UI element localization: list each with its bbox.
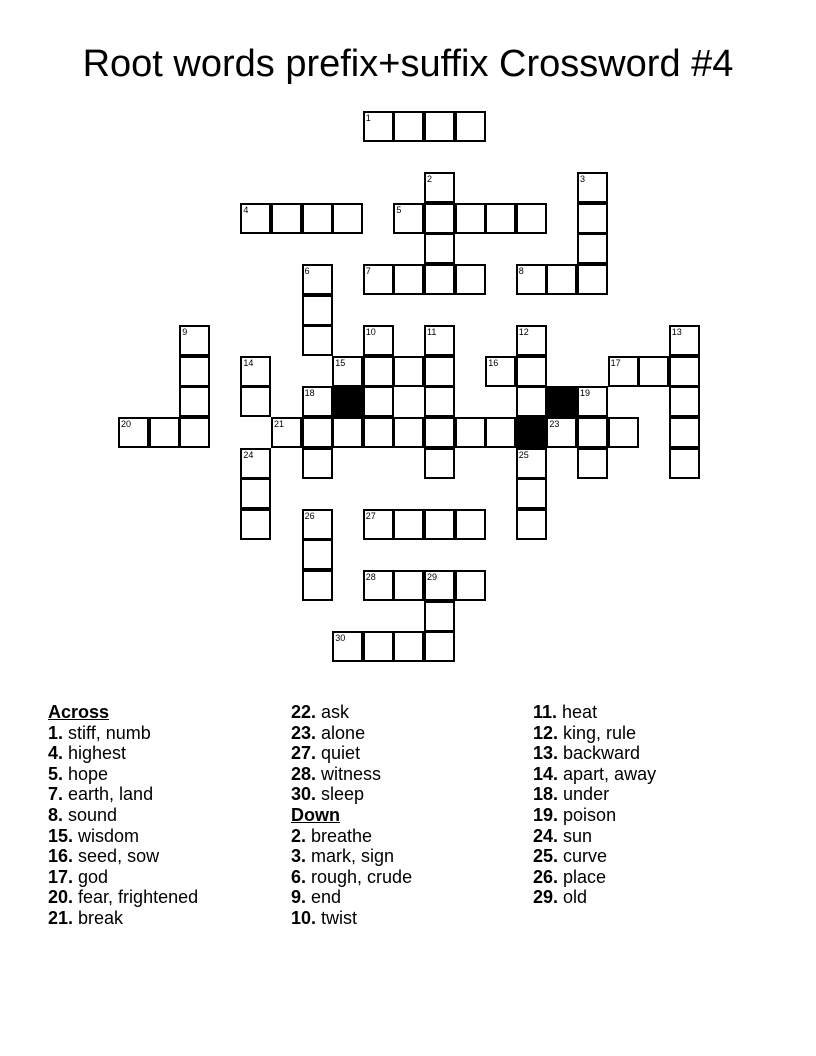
grid-cell[interactable]: [302, 264, 333, 295]
grid-cell[interactable]: [302, 539, 333, 570]
clue-down-10: 10. twist: [291, 907, 358, 928]
clue-across-15: 15. wisdom: [48, 825, 140, 846]
clue-across-8: 8. sound: [48, 804, 118, 825]
grid-cell[interactable]: [332, 417, 363, 448]
grid-cell[interactable]: [577, 386, 608, 417]
grid-cell[interactable]: [393, 356, 424, 387]
cell-number: 2: [427, 174, 433, 185]
cell-number: 16: [488, 357, 499, 368]
clue-down-19: 19. poison: [533, 804, 617, 825]
black-square: [546, 386, 577, 417]
clue-down-14: 14. apart, away: [533, 763, 657, 784]
grid-cell[interactable]: [424, 448, 455, 479]
grid-cell[interactable]: [393, 203, 424, 234]
clue-across-16: 16. seed, sow: [48, 846, 160, 867]
grid-cell[interactable]: [669, 417, 700, 448]
grid-cell[interactable]: [455, 417, 486, 448]
cell-number: 30: [335, 633, 346, 644]
grid-cell[interactable]: [240, 448, 271, 479]
cell-number: 19: [580, 388, 591, 399]
grid-cell[interactable]: [516, 386, 547, 417]
grid-cell[interactable]: [179, 386, 210, 417]
grid-cell[interactable]: [669, 448, 700, 479]
clue-across-22: 22. ask: [291, 702, 350, 722]
grid-cell[interactable]: [577, 417, 608, 448]
grid-cell[interactable]: [577, 448, 608, 479]
grid-cell[interactable]: [424, 264, 455, 295]
grid-cell[interactable]: [424, 233, 455, 264]
cell-number: 9: [182, 327, 188, 338]
across-header: Across: [48, 702, 110, 722]
cell-number: 18: [304, 388, 315, 399]
clue-down-2: 2. breathe: [291, 825, 373, 846]
grid-cell[interactable]: [240, 386, 271, 417]
cell-number: 26: [304, 510, 315, 521]
clue-down-26: 26. place: [533, 866, 607, 887]
grid-cell[interactable]: [455, 509, 486, 540]
clue-down-25: 25. curve: [533, 846, 608, 867]
grid-cell[interactable]: [669, 325, 700, 356]
grid-cell[interactable]: [424, 356, 455, 387]
grid-cell[interactable]: [546, 417, 577, 448]
clue-across-20: 20. fear, frightened: [48, 887, 199, 908]
cell-number: 20: [121, 419, 132, 429]
clue-down-24: 24. sun: [533, 825, 593, 846]
grid-cell[interactable]: [455, 264, 486, 295]
cell-number: 3: [580, 174, 586, 185]
grid-cell[interactable]: [424, 631, 455, 662]
grid-cell[interactable]: [302, 570, 333, 601]
clue-down-12: 12. king, rule: [533, 722, 637, 743]
grid-cell[interactable]: [363, 631, 394, 662]
clue-down-18: 18. under: [533, 784, 610, 805]
grid-cell[interactable]: [363, 509, 394, 540]
black-square: [516, 417, 547, 448]
grid-cell[interactable]: [669, 386, 700, 417]
cell-number: 27: [365, 510, 376, 521]
grid-cell[interactable]: [332, 356, 363, 387]
grid-cell[interactable]: [577, 172, 608, 203]
clue-across-30: 30. sleep: [291, 784, 365, 805]
cell-number: 25: [518, 449, 529, 460]
grid-cell[interactable]: [363, 386, 394, 417]
grid-cell[interactable]: [424, 386, 455, 417]
grid-cell[interactable]: [179, 417, 210, 448]
grid-cell[interactable]: [332, 631, 363, 662]
clue-across-28: 28. witness: [291, 763, 382, 784]
grid-cell[interactable]: [240, 509, 271, 540]
grid-cell[interactable]: [393, 570, 424, 601]
cell-number: 17: [610, 357, 621, 368]
grid-cell[interactable]: [424, 325, 455, 356]
grid-cell[interactable]: [424, 417, 455, 448]
grid-cell[interactable]: [516, 203, 547, 234]
cell-number: 7: [365, 266, 371, 276]
grid-cell[interactable]: [424, 509, 455, 540]
clue-down-6: 6. rough, crude: [291, 866, 413, 887]
cell-number: 21: [274, 419, 285, 429]
down-header: Down: [291, 804, 340, 825]
grid-cell[interactable]: [363, 356, 394, 387]
grid-cell[interactable]: [363, 111, 394, 142]
clue-column-2: [291, 702, 412, 929]
grid-cell[interactable]: [271, 203, 302, 234]
clue-down-11: 11. heat: [533, 702, 598, 722]
grid-cell[interactable]: [363, 264, 394, 295]
clue-across-27: 27. quiet: [291, 743, 361, 764]
grid-cell[interactable]: [393, 631, 424, 662]
grid-cell[interactable]: [577, 203, 608, 234]
cell-number: 11: [427, 327, 437, 338]
black-square: [332, 386, 363, 417]
cell-number: 8: [518, 266, 524, 276]
grid-cell[interactable]: [302, 417, 333, 448]
grid-cell[interactable]: [424, 601, 455, 632]
grid-cell[interactable]: [516, 356, 547, 387]
grid-cell[interactable]: [546, 264, 577, 295]
clue-across-1: 1. stiff, numb: [48, 722, 151, 743]
grid-cell[interactable]: [393, 509, 424, 540]
cell-number: 24: [243, 449, 254, 460]
grid-cell[interactable]: [363, 417, 394, 448]
clue-column-3: [533, 702, 656, 908]
grid-cell[interactable]: [424, 111, 455, 142]
grid-cell[interactable]: [516, 448, 547, 479]
grid-cell[interactable]: [363, 570, 394, 601]
cell-number: 5: [396, 204, 402, 215]
cell-number: 10: [365, 327, 376, 338]
grid-cell[interactable]: [302, 509, 333, 540]
clue-across-4: 4. highest: [48, 743, 127, 764]
grid-cell[interactable]: [240, 356, 271, 387]
cell-number: 4: [243, 204, 249, 215]
grid-cell[interactable]: [424, 172, 455, 203]
grid-cell[interactable]: [302, 295, 333, 326]
clue-across-23: 23. alone: [291, 722, 366, 743]
cell-number: 29: [427, 572, 438, 582]
grid-cell[interactable]: [240, 203, 271, 234]
grid-cell[interactable]: [455, 203, 486, 234]
grid-cell[interactable]: [455, 570, 486, 601]
clue-down-3: 3. mark, sign: [291, 846, 395, 867]
grid-cell[interactable]: [516, 509, 547, 540]
grid-cell[interactable]: [240, 478, 271, 509]
grid-cell[interactable]: [179, 356, 210, 387]
clue-across-17: 17. god: [48, 866, 109, 887]
grid-cell[interactable]: [577, 233, 608, 264]
grid-cell[interactable]: [271, 417, 302, 448]
grid-cell[interactable]: [302, 325, 333, 356]
grid-cell[interactable]: [393, 264, 424, 295]
grid-cell[interactable]: [516, 264, 547, 295]
grid-cell[interactable]: [302, 386, 333, 417]
grid-cell[interactable]: [455, 111, 486, 142]
grid-cell[interactable]: [302, 203, 333, 234]
grid-cell[interactable]: [118, 417, 149, 448]
grid-cell[interactable]: [638, 356, 669, 387]
clue-down-13: 13. backward: [533, 743, 641, 764]
grid-cell[interactable]: [302, 448, 333, 479]
grid-cell[interactable]: [608, 417, 639, 448]
grid-cell[interactable]: [669, 356, 700, 387]
clue-column-1: [48, 702, 198, 929]
grid-cell[interactable]: [179, 325, 210, 356]
cell-number: 15: [335, 357, 346, 368]
grid-cell[interactable]: [516, 478, 547, 509]
grid-cell[interactable]: [485, 356, 516, 387]
cell-number: 6: [304, 266, 310, 276]
grid-cell[interactable]: [363, 325, 394, 356]
grid-cell[interactable]: [485, 417, 516, 448]
page-title: Root words prefix+suffix Crossword #4: [82, 43, 734, 85]
grid-cell[interactable]: [393, 111, 424, 142]
clue-down-29: 29. old: [533, 887, 588, 908]
grid-cell[interactable]: [516, 325, 547, 356]
grid-cell[interactable]: [577, 264, 608, 295]
clue-across-7: 7. earth, land: [48, 784, 154, 805]
grid-cell[interactable]: [149, 417, 180, 448]
clue-down-9: 9. end: [291, 887, 342, 908]
grid-cell[interactable]: [608, 356, 639, 387]
grid-cell[interactable]: [424, 570, 455, 601]
cell-number: 13: [671, 327, 682, 338]
cell-number: 28: [365, 572, 376, 582]
clue-across-21: 21. break: [48, 907, 124, 928]
grid-cell[interactable]: [332, 203, 363, 234]
cell-number: 23: [549, 419, 560, 429]
cell-number: 14: [243, 357, 254, 368]
clue-across-5: 5. hope: [48, 763, 109, 784]
cell-number: 12: [518, 327, 529, 338]
grid-cell[interactable]: [485, 203, 516, 234]
grid-cell[interactable]: [393, 417, 424, 448]
cell-number: 1: [365, 113, 371, 123]
grid-cell[interactable]: [424, 203, 455, 234]
